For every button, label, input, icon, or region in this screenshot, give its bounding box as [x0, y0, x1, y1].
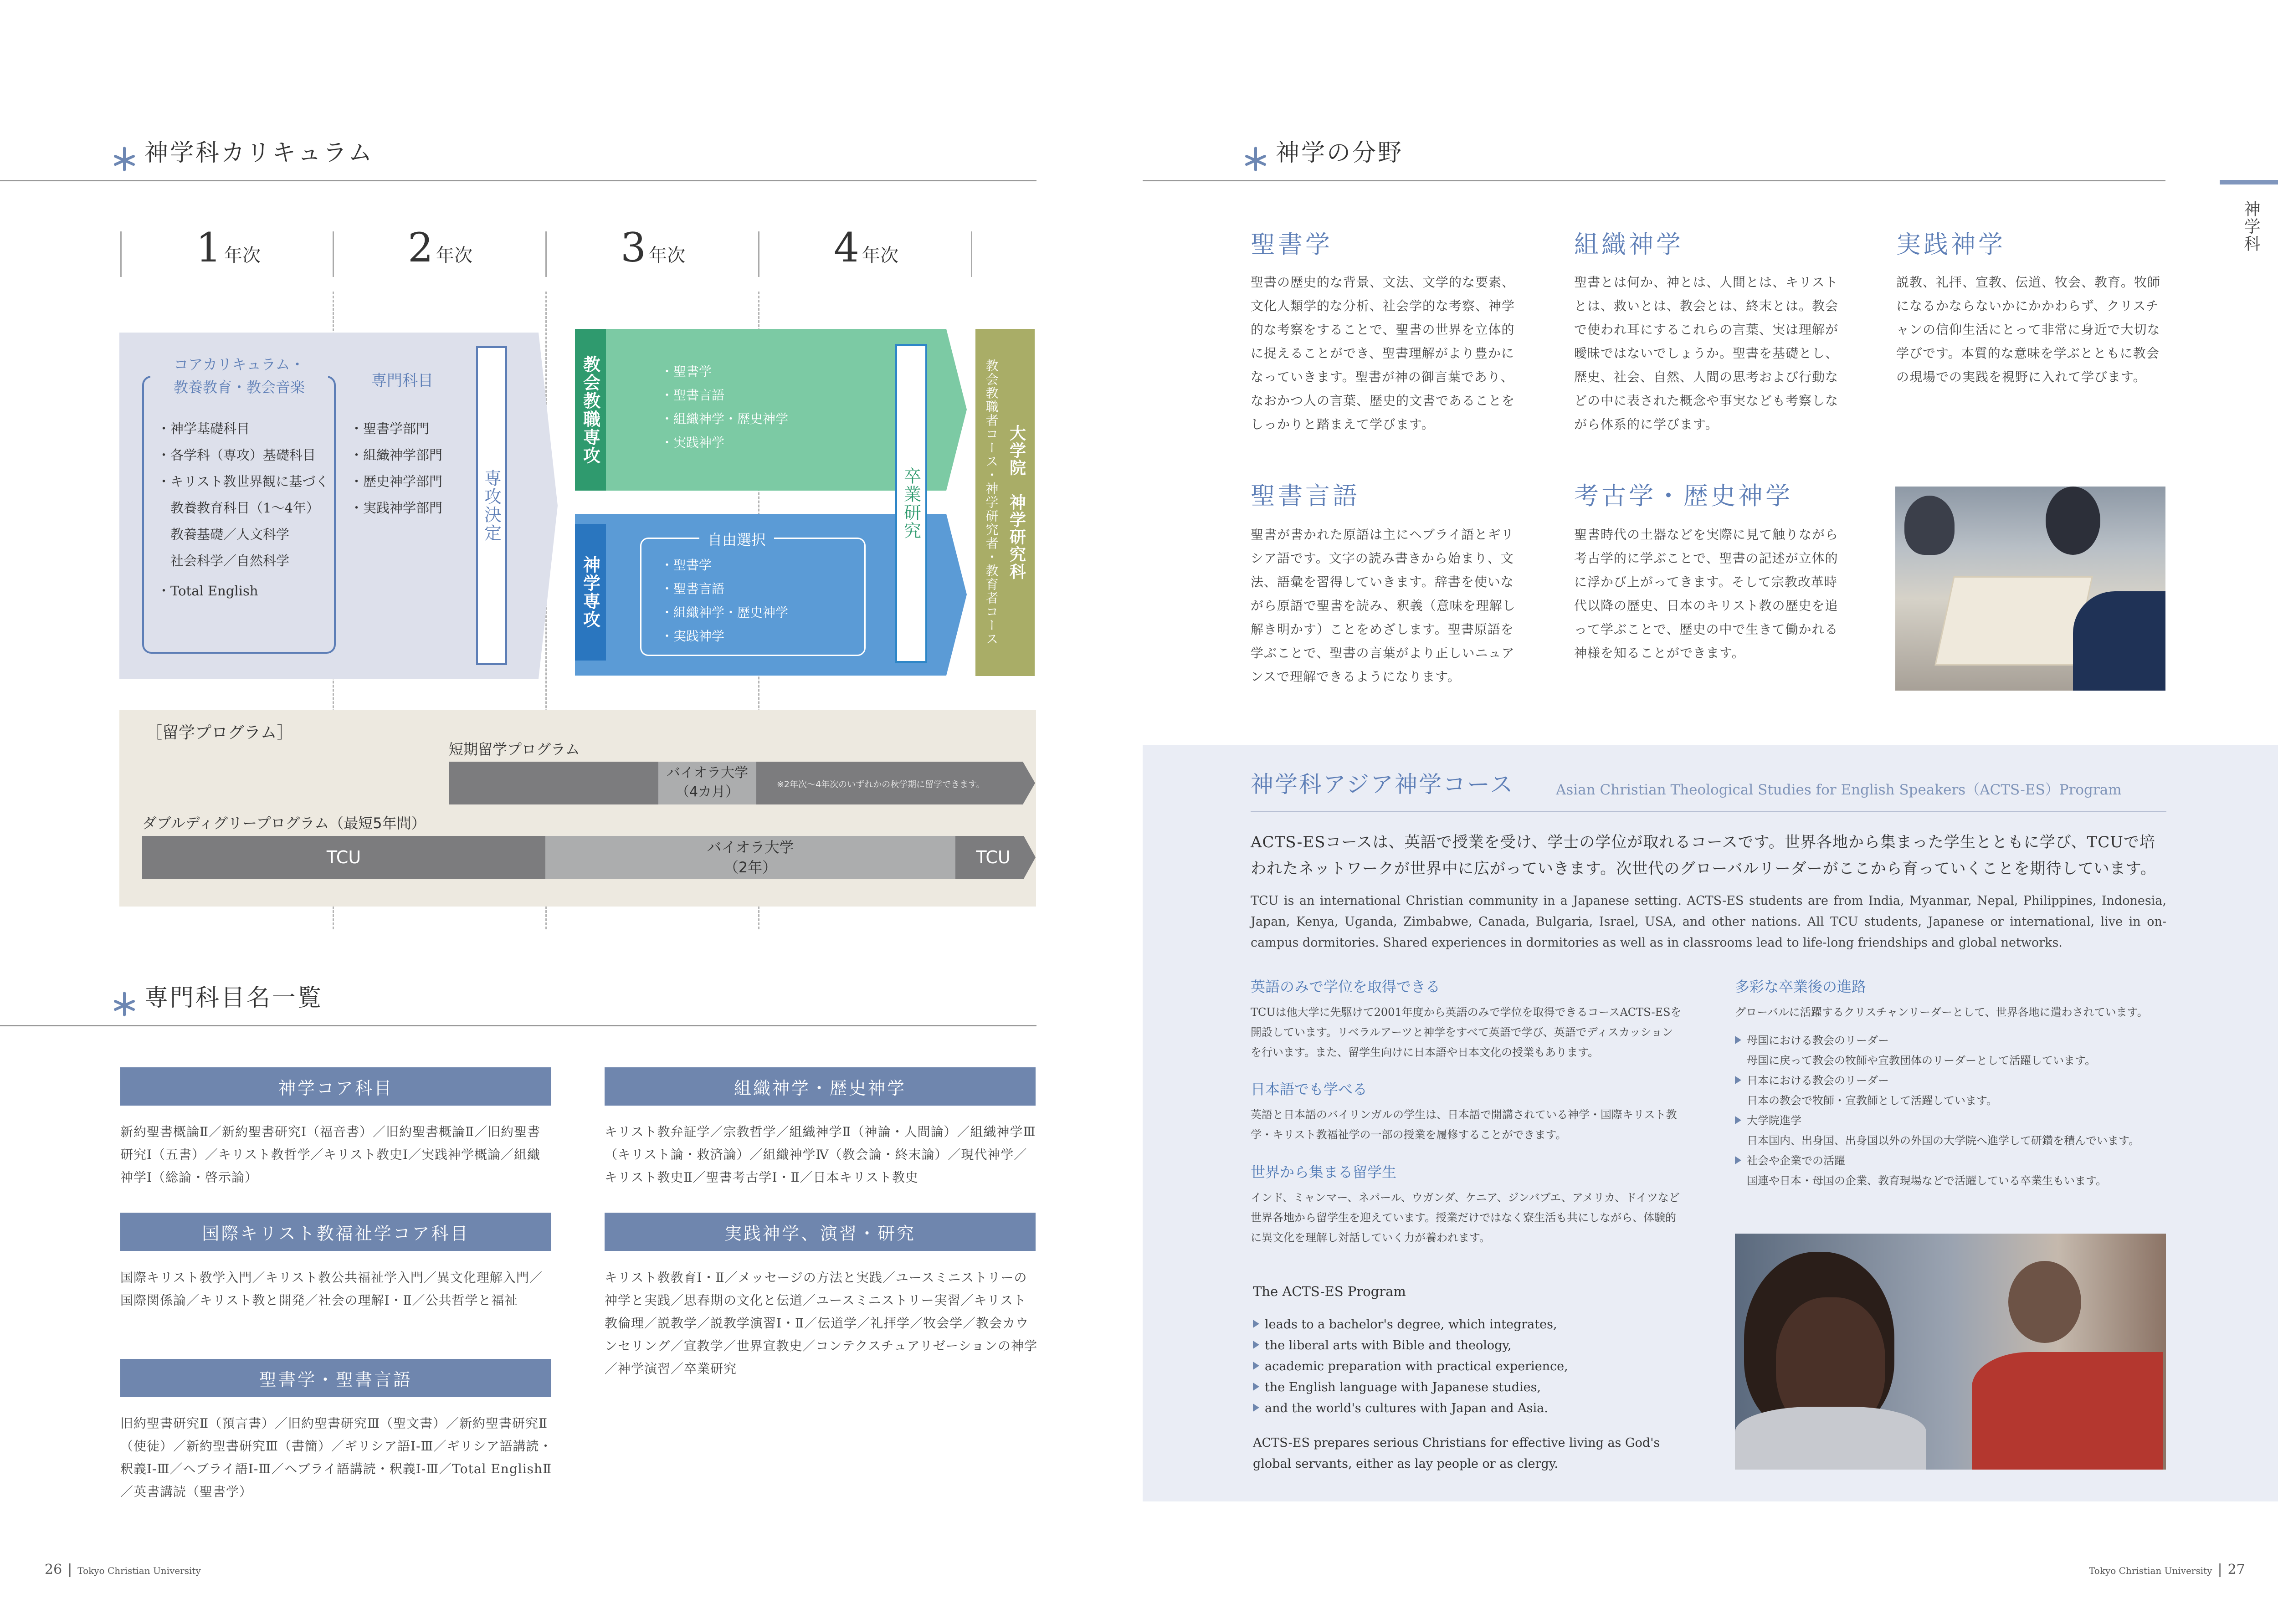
major-decision-label: 専攻決定 [481, 469, 502, 542]
subject-bar-core: 神学コア科目 [120, 1067, 551, 1106]
year-tick [545, 231, 547, 277]
subject-text-biblical: 旧約聖書研究Ⅱ（預言書）／旧約聖書研究Ⅲ（聖文書）／新約聖書研究Ⅱ（使徒）／新約聖書研究Ⅲ（書簡）／ギリシア語Ⅰ-Ⅲ／ギリシア語講読・釈義Ⅰ-Ⅲ／ヘブライ語Ⅰ-Ⅲ／ヘブライ語講読・釈義Ⅰ-Ⅲ／Total EnglishⅡ／英書講読（聖書学） [120, 1416, 553, 1499]
career-head: 母国における教会のリーダー [1735, 1030, 2168, 1050]
year-1: 1 年次 [196, 224, 261, 271]
grad-course-label: 教会教職者コース・神学研究者・教育者コース [984, 359, 999, 646]
subject-bar-practical: 実践神学、演習・研究 [605, 1213, 1036, 1251]
sub3-text: インド、ミャンマー、ネパール、ウガンダ、ケニア、ジンバブエ、アメリカ、ドイツなど世界各地から留学生を迎えています。授業だけではなく寮生活も共にしながら、体験的に異文化を理解し対話していく力が養われます。 [1251, 1191, 1680, 1244]
right-footer: Tokyo Christian University | 27 [2089, 1562, 2245, 1578]
year-tick [120, 231, 122, 277]
cross-logo-icon [1243, 146, 1268, 172]
sub3-title: 世界から集まる留学生 [1251, 1163, 1397, 1181]
acts-en-text: TCU is an international Christian community in a Japanese setting. ACTS-ES students are from India, Myanmar, Nepal, Philippines, Indonesia, Japan, Kenya, Uganda, Zimbabwe, Canada, Bulgaria, Israel, USA, and other nations. All TCU students, Japanese or international, live in on-campus dormitories. Shared experiences in dormitories as well as in classrooms lead to life-long friendships and global networks. [1251, 894, 2166, 950]
core-list: ・神学基礎科目 ・各学科（専攻）基礎科目 ・キリスト教世界観に基づく 教養教育科目（1～4年） 教養基礎／人文科学 社会科学／自然科学 ・Total English [157, 421, 329, 599]
subjects-rule [0, 1025, 1036, 1026]
short-program-label: 短期留学プログラム [449, 741, 580, 758]
subject-text-core: 新約聖書概論Ⅱ／新約聖書研究Ⅰ（福音書）／旧約聖書概論Ⅱ／旧約聖書研究Ⅰ（五書）／キリスト教哲学／キリスト教史Ⅰ／実践神学概論／組織神学Ⅰ（総論・啓示論） [120, 1124, 541, 1185]
field-text-practical: 説教、礼拝、宣教、伝道、牧会、教育。牧師になるかならないかにかかわらず、クリスチャンの信仰生活にとって非常に身近で大切な学びです。本質的な意味を学ぶとともに教会の現場での実践を視野に入れて学びます。 [1896, 275, 2161, 384]
subject-text-systematic: キリスト教弁証学／宗教哲学／組織神学Ⅱ（神論・人間論）／組織神学Ⅲ（キリスト論・救済論）／組織神学Ⅳ（教会論・終末論）／現代神学／キリスト教史Ⅱ／聖書考古学Ⅰ・Ⅱ／日本キリスト教史 [605, 1124, 1036, 1185]
footer-right: Tokyo Christian University [2089, 1565, 2212, 1576]
free-choice-label: 自由選択 [699, 528, 774, 549]
student-photo [1735, 1234, 2166, 1470]
page-number-left: 26 [45, 1562, 62, 1578]
career-title: 多彩な卒業後の進路 [1735, 978, 1867, 995]
year-2: 2 年次 [408, 224, 472, 271]
acts-lead: ACTS-ESコースは、英語で授業を受け、学士の学位が取れるコースです。世界各地から集まった学生とともに学び、TCUで培われたネットワークが世界中に広がっていきます。次世代のグローバルリーダーがここから育っていくことを期待しています。 [1251, 833, 2156, 878]
field-title-bible: 聖書学 [1251, 230, 1333, 259]
cross-logo-icon [112, 146, 137, 172]
side-tab-bar [2220, 180, 2278, 184]
double-degree-label: ダブルディグリープログラム（最短5年間） [142, 815, 426, 832]
classroom-photo [1895, 487, 2165, 691]
career-intro: グローバルに活躍するクリスチャンリーダーとして、世界各地に遣わされています。 [1735, 1006, 2148, 1019]
acts-rule [1251, 811, 2166, 812]
career-list [1735, 1030, 2168, 1191]
field-title-practical: 実践神学 [1896, 230, 2006, 259]
subjects-title: 専門科目名一覧 [144, 984, 323, 1012]
double-tcu-1: TCU [142, 836, 545, 879]
graduation-box [895, 344, 927, 663]
biola-long: バイオラ大学 （2年） [545, 836, 955, 879]
grad-school-label: 大学院 神学研究科 [1007, 425, 1026, 580]
subject-bar-systematic: 組織神学・歴史神学 [605, 1067, 1036, 1106]
acts-title-en: Asian Christian Theological Studies for English Speakers（ACTS-ES）Program [1556, 782, 2122, 798]
field-title-systematic: 組織神学 [1574, 230, 1683, 259]
field-text-archaeology: 聖書時代の土器などを実際に見て触りながら考古学的に学ぶことで、聖書の記述が立体的に浮かび上がってきます。そして宗教改革時代以降の歴史、日本のキリスト教の歴史を追って学ぶことで、歴史の中で生きて働かれる神様を知ることができます。 [1574, 527, 1839, 661]
field-title-archaeology: 考古学・歴史神学 [1574, 482, 1793, 510]
major-title: 専門科目 [371, 372, 433, 390]
sub1-text: TCUは他大学に先駆けて2001年度から英語のみで学位を取得できるコースACTS-ESを開設しています。リベラルアーツと神学をすべて英語で学び、英語でディスカッションを行います。また、留学生向けに日本語や日本文化の授業もあります。 [1251, 1006, 1682, 1059]
theology-label-block [575, 524, 606, 661]
subject-text-practical: キリスト教教育Ⅰ・Ⅱ／メッセージの方法と実践／ユースミニストリーの神学と実践／思春期の文化と伝道／ユースミニストリー実習／キリスト教倫理／説教学／説教学演習Ⅰ・Ⅱ／伝道学／礼拝学／牧会学／教会カウンセリング／宣教学／世界宣教史／コンテクスチュアリゼーションの神学／神学演習／卒業研究 [605, 1270, 1038, 1376]
field-text-systematic: 聖書とは何か、神とは、人間とは、キリストとは、救いとは、教会とは、終末とは。教会で使われ耳にするこれらの言葉、実は理解が曖昧ではないでしょうか。聖書を基礎とし、歴史、社会、自然、人間の思考および行動などの中に表された概念や事実なども考察しながら体系的に学びます。 [1574, 275, 1839, 432]
subjects-heading [112, 986, 323, 1017]
major-list: ・聖書学部門 ・組織神学部門 ・歴史神学部門 ・実践神学部門 [350, 421, 443, 516]
footer-left: Tokyo Christian University [77, 1565, 201, 1576]
fields-rule [1143, 180, 2165, 181]
cross-logo-icon [112, 991, 137, 1017]
grad-school-block [975, 329, 1035, 676]
major-decision-box [476, 346, 507, 665]
core-title: コアカリキュラム・ 教養教育・教会音楽 [150, 353, 328, 399]
career-head: 社会や企業での活躍 [1735, 1151, 2168, 1171]
career-head: 大学院進学 [1735, 1111, 2168, 1131]
church-label-block [575, 329, 606, 491]
subject-bar-biblical: 聖書学・聖書言語 [120, 1359, 551, 1397]
career-desc: 日本の教会で牧師・宣教師として活躍しています。 [1747, 1094, 1998, 1107]
page-number-right: 27 [2227, 1562, 2245, 1578]
side-tab-label: 神学科 [2242, 200, 2260, 252]
biola-short: バイオラ大学 （4カ月） [658, 762, 756, 804]
subject-bar-welfare: 国際キリスト教福祉学コア科目 [120, 1213, 551, 1251]
church-list: ・聖書学 ・聖書言語 ・組織神学・歴史神学 ・実践神学 [661, 364, 789, 450]
program-list: leads to a bachelor's degree, which integrates, the liberal arts with Bible and theology, academic preparation with practical experience, the English language with Japanese studies, and the world's cultures with Japan and Asia. [1253, 1314, 1568, 1419]
subject-text-welfare: 国際キリスト教学入門／キリスト教公共福祉学入門／異文化理解入門／国際関係論／キリスト教と開発／社会の理解Ⅰ・Ⅱ／公共哲学と福祉 [120, 1270, 543, 1308]
curriculum-title: 神学科カリキュラム [144, 139, 374, 167]
study-abroad-title: ［留学プログラム］ [146, 723, 293, 742]
career-desc: 国連や日本・母国の企業、教育現場などで活躍している卒業生もいます。 [1747, 1174, 2107, 1187]
year-tick [758, 231, 759, 277]
year-tick [971, 231, 972, 277]
fields-title: 神学の分野 [1276, 139, 1404, 167]
sub1-title: 英語のみで学位を取得できる [1251, 978, 1441, 995]
free-list: ・聖書学 ・聖書言語 ・組織神学・歴史神学 ・実践神学 [661, 558, 789, 644]
field-title-language: 聖書言語 [1251, 482, 1360, 510]
fields-heading [1243, 141, 1403, 172]
field-text-language: 聖書が書かれた原語は主にヘブライ語とギリシア語です。文字の読み書きから始まり、文法、語彙を習得していきます。辞書を使いながら原語で聖書を読み、釈義（意味を理解し解き明かす）ことをめざします。聖書原語を学ぶことで、聖書の言葉がより正しいニュアンスで理解できるようになります。 [1251, 527, 1516, 684]
career-head: 日本における教会のリーダー [1735, 1071, 2168, 1091]
career-desc: 母国に戻って教会の牧師や宣教団体のリーダーとして活躍しています。 [1747, 1054, 2096, 1067]
church-major-label: 教会教職専攻 [580, 355, 600, 465]
field-text-bible: 聖書の歴史的な背景、文法、文学的な要素、文化人類学的な分析、社会学的な考察、神学的な考察をすることで、聖書の世界を立体的に捉えることができ、聖書理解がより豊かになっていきます。聖書が神の御言葉であり、なおかつ人の言葉、歴史的文書であることをしっかりと踏まえて学びます。 [1251, 275, 1515, 432]
sub2-title: 日本語でも学べる [1251, 1081, 1368, 1098]
curriculum-heading [112, 141, 374, 172]
graduation-label: 卒業研究 [901, 467, 921, 540]
year-tick [333, 231, 334, 277]
program-close: ACTS-ES prepares serious Christians for effective living as God's global servants, either as lay people or as clergy. [1253, 1436, 1660, 1471]
year-3: 3 年次 [621, 224, 685, 271]
left-footer: 26 | Tokyo Christian University [45, 1562, 201, 1578]
sub2-text: 英語と日本語のバイリンガルの学生は、日本語で開講されている神学・国際キリスト教学・キリスト教福祉学の一部の授業を履修することができます。 [1251, 1108, 1677, 1141]
acts-title: 神学科アジア神学コース [1251, 771, 1514, 798]
short-note: ※2年次～4年次のいずれかの秋学期に留学できます。 [777, 779, 985, 789]
curriculum-rule [0, 180, 1036, 181]
year-4: 4 年次 [834, 224, 898, 271]
short-bar-tcu [449, 762, 658, 804]
double-tcu-2: TCU [976, 847, 1011, 867]
theology-major-label: 神学専攻 [580, 556, 600, 629]
program-heading: The ACTS-ES Program [1253, 1284, 1406, 1299]
career-desc: 日本国内、出身国、出身国以外の外国の大学院へ進学して研鑽を積んでいます。 [1747, 1134, 2140, 1147]
